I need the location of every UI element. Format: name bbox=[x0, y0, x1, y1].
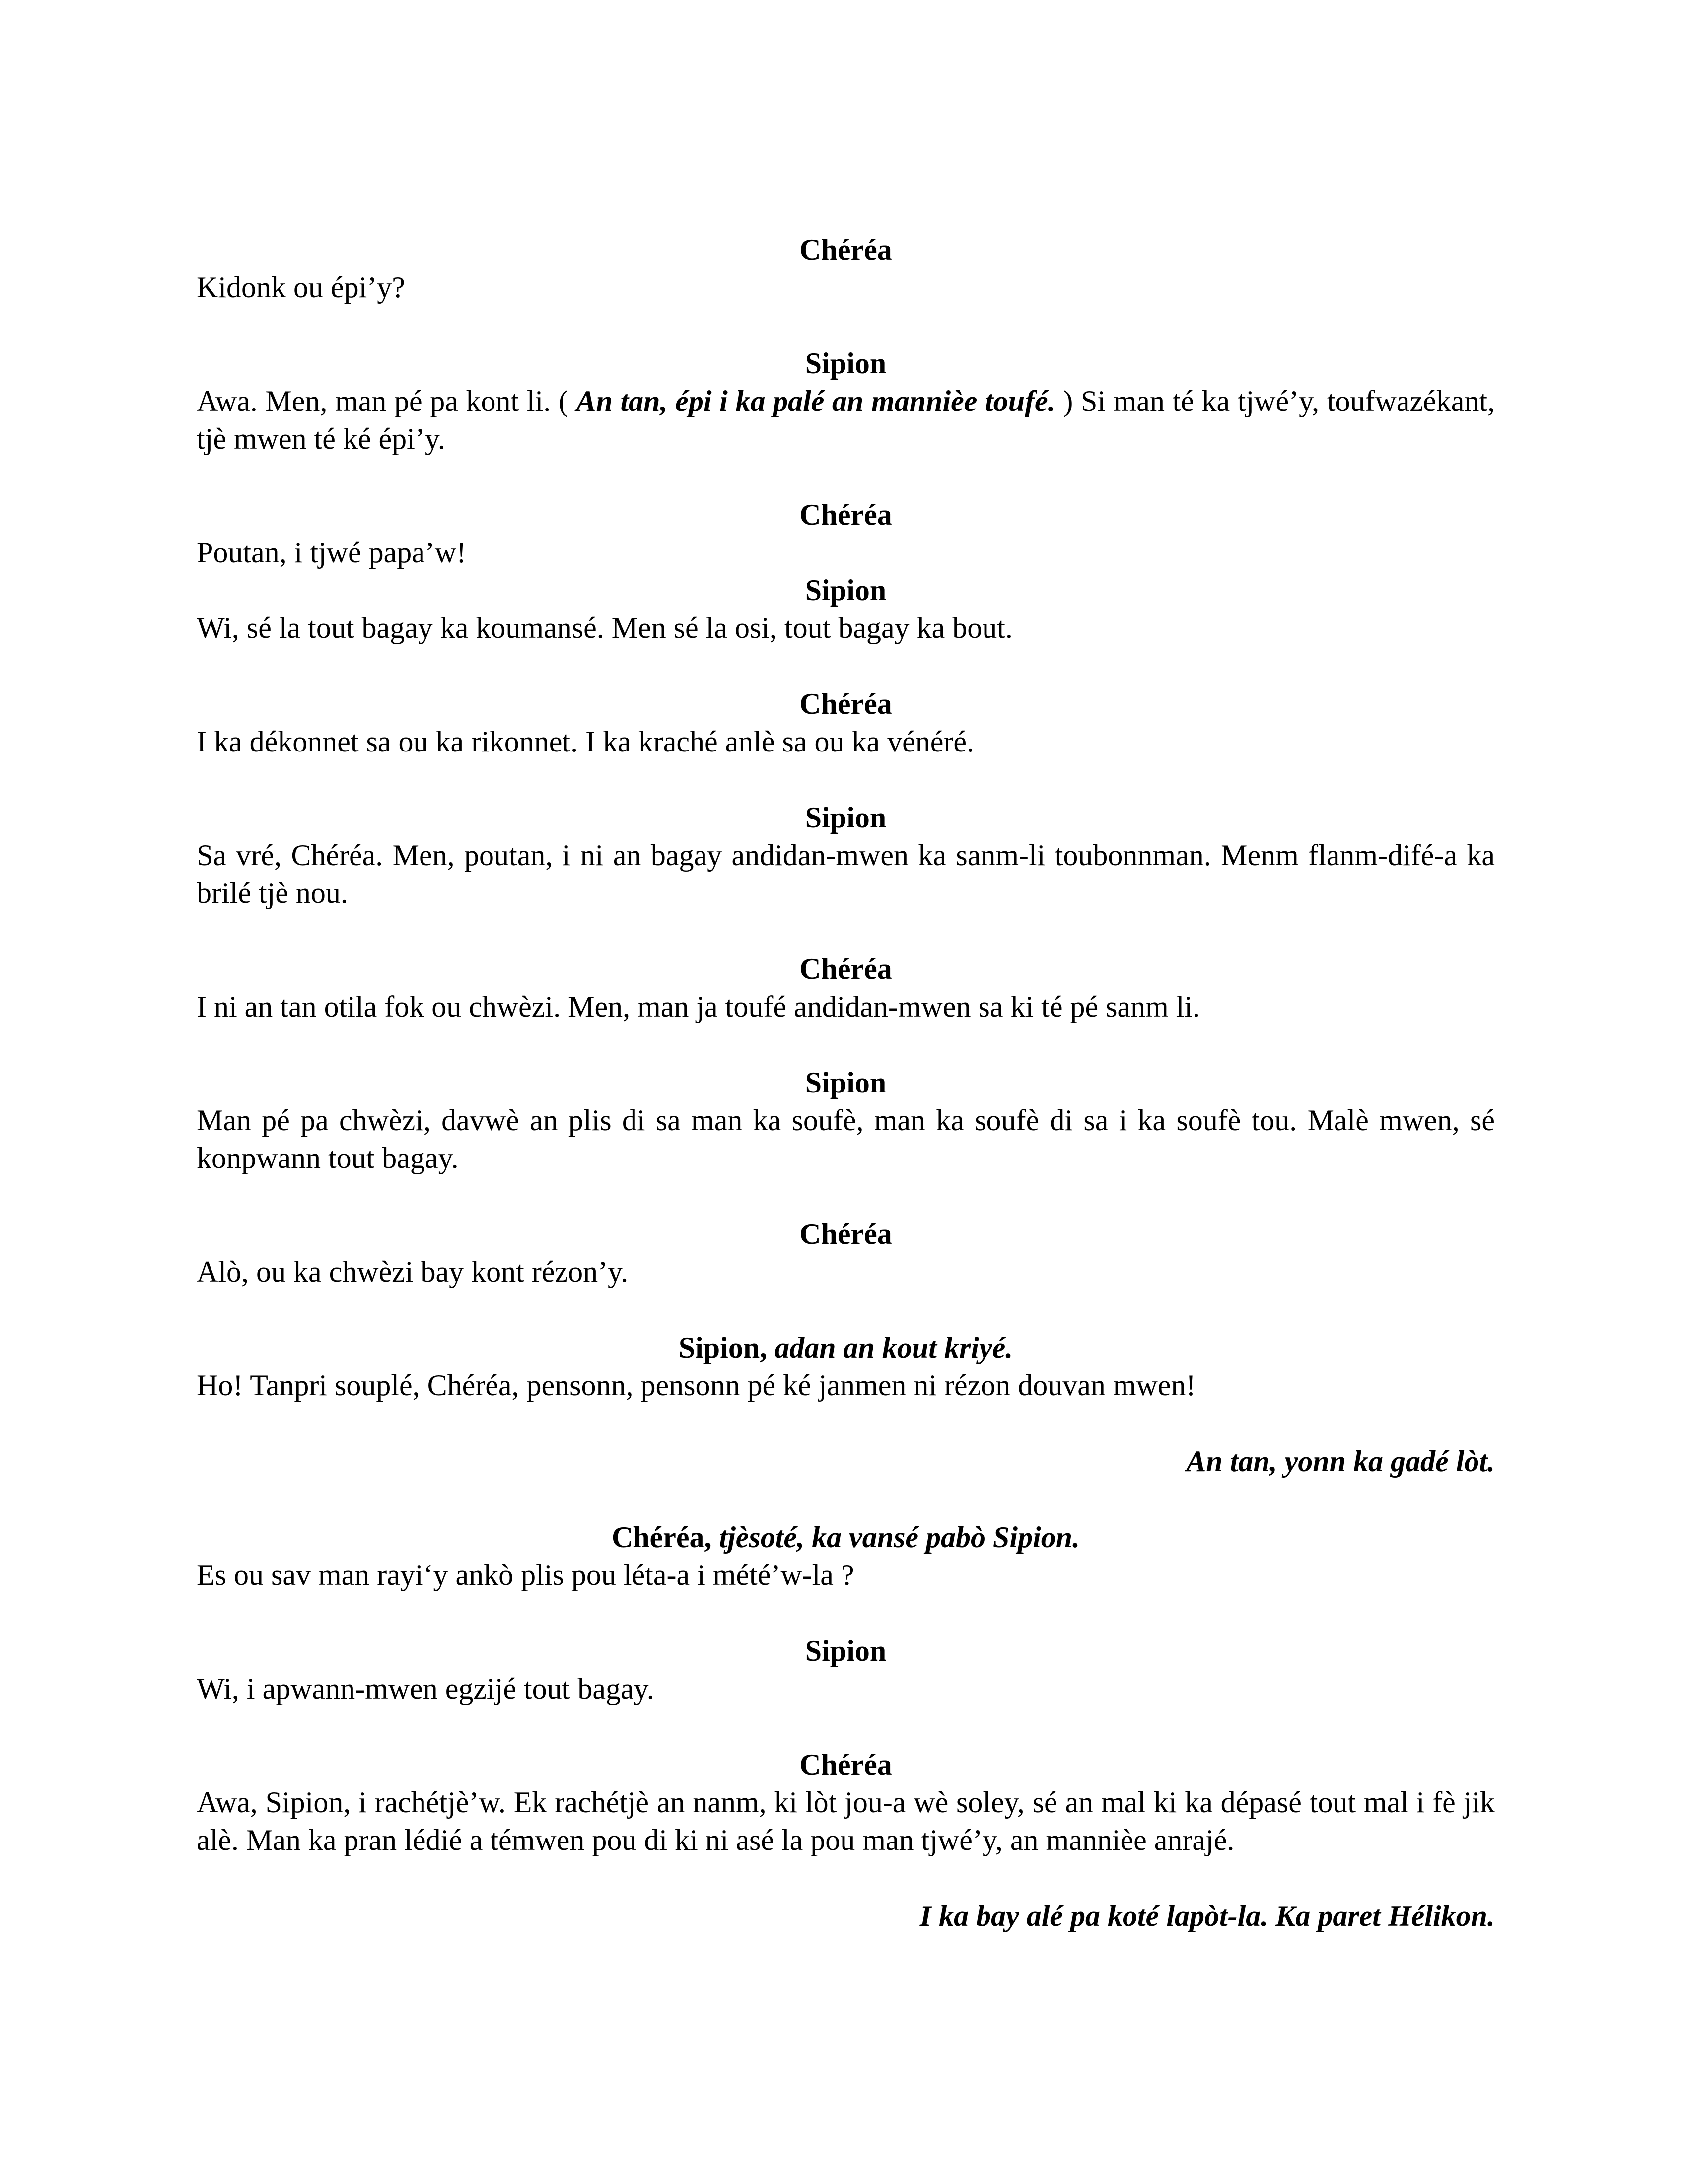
speaker-name bbox=[197, 1518, 1495, 1556]
stage-direction bbox=[197, 1442, 1495, 1480]
speech-text bbox=[197, 534, 1495, 571]
speaker-name bbox=[197, 1632, 1495, 1670]
speaker-label: Sipion bbox=[805, 574, 887, 607]
speaker-name bbox=[197, 344, 1495, 382]
speech-text bbox=[197, 988, 1495, 1025]
speech-text bbox=[197, 1366, 1495, 1404]
play-script bbox=[197, 231, 1495, 1935]
speaker-stage-direction: adan an kout kriyé. bbox=[774, 1331, 1013, 1364]
speech-text bbox=[197, 269, 1495, 306]
speech-line: Es ou sav man rayi‘y ankò plis pou léta-a i mété’w-la ? bbox=[197, 1559, 854, 1591]
dialogue-block bbox=[197, 1746, 1495, 1859]
speaker-name bbox=[197, 231, 1495, 269]
speaker-name bbox=[197, 1329, 1495, 1366]
speech-line: I ka dékonnet sa ou ka rikonnet. I ka kraché anlè sa ou ka vénéré. bbox=[197, 725, 975, 758]
speaker-name bbox=[197, 799, 1495, 836]
speech-text bbox=[197, 382, 1495, 458]
speaker-name bbox=[197, 496, 1495, 534]
speech-line: Awa. Men, man pé pa kont li. ( bbox=[197, 385, 576, 417]
speaker-label: Sipion bbox=[805, 801, 887, 834]
speaker-label: Sipion bbox=[805, 1066, 887, 1099]
dialogue-block bbox=[197, 344, 1495, 458]
speech-text bbox=[197, 836, 1495, 912]
dialogue-block bbox=[197, 950, 1495, 1025]
speaker-label: Chéréa bbox=[799, 953, 892, 985]
speech-text bbox=[197, 1783, 1495, 1859]
speaker-label: Chéréa, bbox=[611, 1521, 712, 1554]
dialogue-block bbox=[197, 1064, 1495, 1177]
speech-line: I ni an tan otila fok ou chwèzi. Men, man ja toufé andidan-mwen sa ki té pé sanm li. bbox=[197, 990, 1200, 1023]
speaker-name bbox=[197, 1064, 1495, 1101]
speech-text bbox=[197, 1101, 1495, 1177]
dialogue-block bbox=[197, 1329, 1495, 1404]
stage-direction-text: I ka bay alé pa koté lapòt-la. Ka paret Hélikon. bbox=[919, 1900, 1495, 1932]
speaker-name bbox=[197, 950, 1495, 988]
speech-line: Awa, Sipion, i rachétjè’w. Ek rachétjè an nanm, ki lòt jou-a wè soley, sé an mal ki ka dépasé tout mal i fè jik alè. Man ka pran lédié a témwen pou di ki ni asé la pou man tjwé’y, an mannièe anrajé. bbox=[197, 1786, 1495, 1856]
speech-line: Wi, i apwann-mwen egzijé tout bagay. bbox=[197, 1672, 654, 1705]
speech-line: ) Si man té ka tjwé’y, toufwazékant, tjè mwen té ké épi’y. bbox=[197, 385, 1495, 455]
dialogue-block bbox=[197, 231, 1495, 306]
speaker-stage-direction: tjèsoté, ka vansé pabò Sipion. bbox=[719, 1521, 1080, 1554]
speaker-label: Sipion, bbox=[678, 1331, 768, 1364]
speaker-label: Chéréa bbox=[799, 1218, 892, 1250]
speaker-name bbox=[197, 1215, 1495, 1253]
speech-line: Kidonk ou épi’y? bbox=[197, 271, 405, 304]
dialogue-block bbox=[197, 496, 1495, 571]
speaker-label: Chéréa bbox=[799, 233, 892, 266]
speech-line: Sa vré, Chéréa. Men, poutan, i ni an bagay andidan-mwen ka sanm-li toubonnman. Menm flanm-difé-a ka brilé tjè nou. bbox=[197, 839, 1495, 909]
dialogue-block bbox=[197, 571, 1495, 647]
dialogue-block bbox=[197, 1518, 1495, 1594]
dialogue-block bbox=[197, 1215, 1495, 1291]
speech-text bbox=[197, 1670, 1495, 1707]
speaker-label: Chéréa bbox=[799, 687, 892, 720]
stage-direction bbox=[197, 1897, 1495, 1935]
speech-text bbox=[197, 609, 1495, 647]
speaker-label: Chéréa bbox=[799, 498, 892, 531]
dialogue-block bbox=[197, 799, 1495, 912]
speech-text bbox=[197, 723, 1495, 760]
inline-stage-direction: An tan, épi i ka palé an mannièe toufé. bbox=[576, 385, 1055, 417]
speaker-label: Sipion bbox=[805, 1635, 887, 1667]
speaker-label: Sipion bbox=[805, 347, 887, 380]
stage-direction-text: An tan, yonn ka gadé lòt. bbox=[1186, 1445, 1495, 1478]
speaker-name bbox=[197, 685, 1495, 723]
dialogue-block bbox=[197, 1632, 1495, 1707]
speaker-name bbox=[197, 571, 1495, 609]
speech-line: Wi, sé la tout bagay ka koumansé. Men sé la osi, tout bagay ka bout. bbox=[197, 612, 1013, 644]
speech-text bbox=[197, 1556, 1495, 1594]
speech-line: Man pé pa chwèzi, davwè an plis di sa man ka soufè, man ka soufè di sa i ka soufè tou. Malè mwen, sé konpwann tout bagay. bbox=[197, 1104, 1495, 1174]
dialogue-block bbox=[197, 685, 1495, 760]
speaker-name bbox=[197, 1746, 1495, 1783]
speaker-label: Chéréa bbox=[799, 1748, 892, 1781]
speech-text bbox=[197, 1253, 1495, 1291]
speech-line: Alò, ou ka chwèzi bay kont rézon’y. bbox=[197, 1255, 629, 1288]
speech-line: Poutan, i tjwé papa’w! bbox=[197, 536, 467, 569]
speech-line: Ho! Tanpri souplé, Chéréa, pensonn, pensonn pé ké janmen ni rézon douvan mwen! bbox=[197, 1369, 1196, 1402]
